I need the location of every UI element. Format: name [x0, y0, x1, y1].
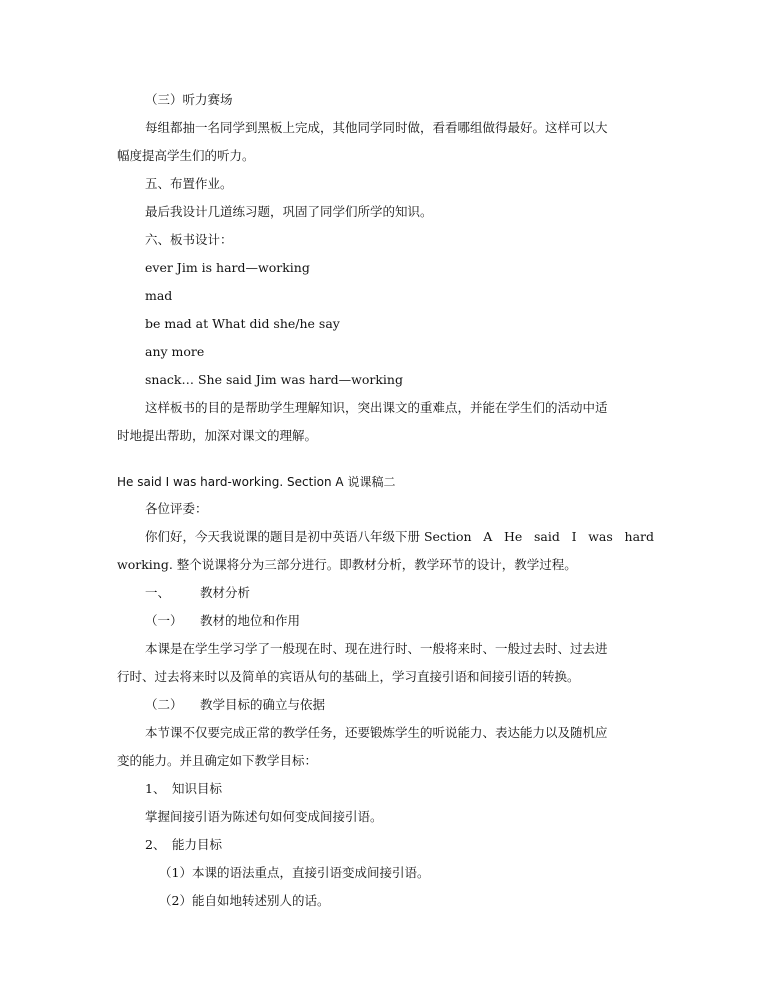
word: hard — [624, 529, 654, 544]
paragraph-line: working. 整个说课将分为三部分进行。即教材分析，教学环节的设计，教学过程。 — [117, 557, 577, 572]
word: was — [588, 529, 613, 544]
paragraph-line: 这样板书的目的是帮助学生理解知识，突出课文的重难点，并能在学生们的活动中适 — [145, 400, 608, 415]
section-heading-board: 六、板书设计： — [145, 232, 233, 247]
board-line: mad — [145, 288, 173, 303]
section-heading-homework: 五、布置作业。 — [145, 176, 233, 191]
list-number: 1、 — [145, 781, 166, 796]
board-line: be mad at What did she/he say — [145, 316, 340, 331]
word: said — [534, 529, 560, 544]
paragraph-line: 掌握间接引语为陈述句如何变成间接引语。 — [145, 809, 383, 824]
paragraph-line-justified — [145, 528, 654, 546]
paragraph-line: 幅度提高学生们的听力。 — [117, 148, 255, 163]
list-number: 2、 — [145, 837, 166, 852]
subsection-heading: 教学目标的确立与依据 — [200, 697, 326, 712]
list-item: （1）本课的语法重点，直接引语变成间接引语。 — [159, 865, 430, 880]
list-item: （2）能自如地转述别人的话。 — [159, 893, 330, 908]
section-number: 一、 — [145, 585, 171, 600]
board-line: any more — [145, 344, 205, 359]
goal-heading-ability: 能力目标 — [172, 837, 223, 852]
board-line: ever Jim is hard—working — [145, 260, 310, 275]
paragraph-line: 最后我设计几道练习题，巩固了同学们所学的知识。 — [145, 204, 433, 219]
word: 你们好，今天我说课的题目是初中英语八年级下册 Section — [145, 529, 472, 544]
word: I — [571, 529, 577, 544]
greeting: 各位评委： — [145, 501, 208, 516]
word: He — [503, 529, 523, 544]
paragraph-line: 变的能力。并且确定如下教学目标： — [117, 753, 318, 768]
subsection-number: （一） — [145, 613, 183, 628]
document-title: He said I was hard-working. Section A 说课稿二 — [117, 475, 396, 489]
goal-heading-knowledge: 知识目标 — [172, 781, 223, 796]
subsection-number: （二） — [145, 697, 183, 712]
paragraph-line: 每组都抽一名同学到黑板上完成，其他同学同时做，看看哪组做得最好。这样可以大 — [145, 120, 608, 135]
paragraph-line: 行时、过去将来时以及简单的宾语从句的基础上，学习直接引语和间接引语的转换。 — [117, 669, 580, 684]
paragraph-line: 本课是在学生学习学了一般现在时、现在进行时、一般将来时、一般过去时、过去进 — [145, 641, 608, 656]
paragraph-line: 时地提出帮助，加深对课文的理解。 — [117, 428, 318, 443]
word: A — [483, 529, 493, 544]
paragraph-line: 本节课不仅要完成正常的教学任务，还要锻炼学生的听说能力、表达能力以及随机应 — [145, 725, 608, 740]
section-heading-materials: 教材分析 — [200, 585, 251, 600]
section-heading-listening: （三）听力赛场 — [145, 92, 233, 107]
board-line: snack… She said Jim was hard—working — [145, 372, 403, 387]
subsection-heading: 教材的地位和作用 — [200, 613, 301, 628]
